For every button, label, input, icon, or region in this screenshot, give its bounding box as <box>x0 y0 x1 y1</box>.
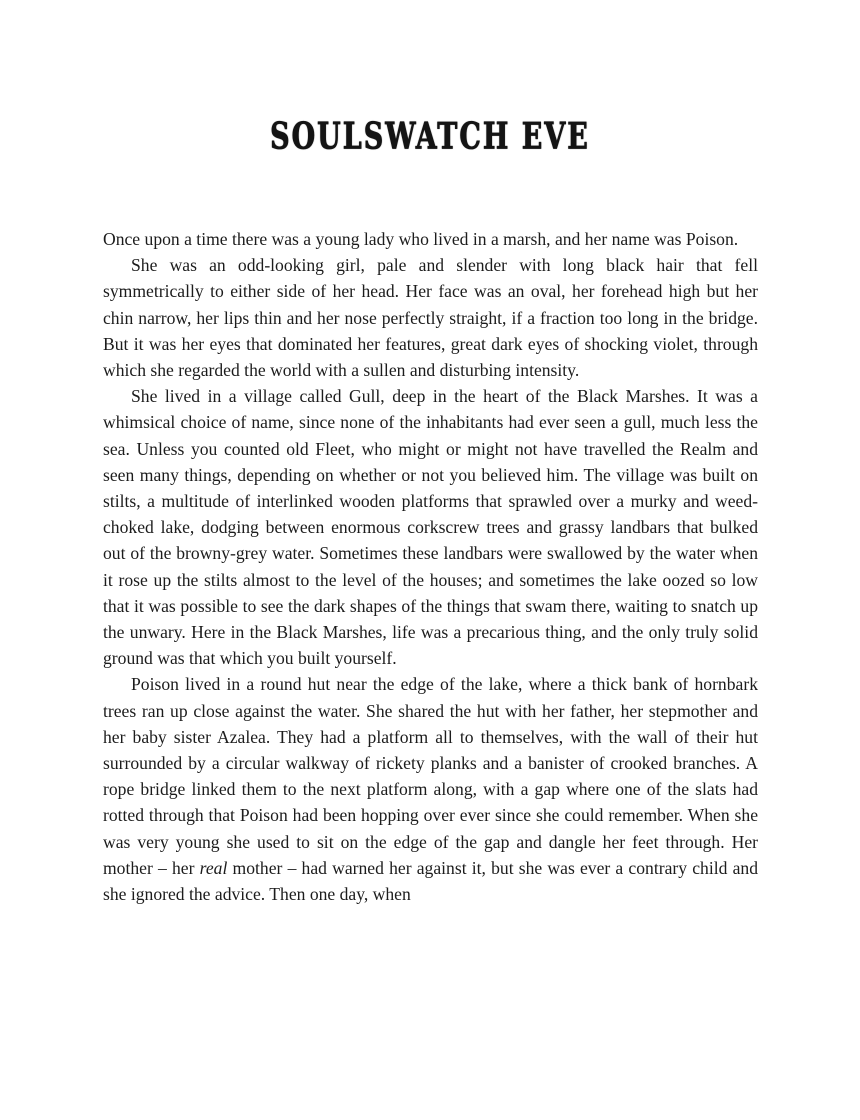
body-text: Once upon a time there was a young lady who lived in a marsh, and her name was Poison. <box>103 229 739 249</box>
body-text: She lived in a village called Gull, deep in the heart of the Black Marshes. It was a whimsical choice of name, since none of the inhabitants had ever seen a gull, much less the sea. Unless you counted old Fleet, who might or might not have travelled the Realm and seen many things, depending on whether or not you believed him. The village was built on stilts, a multitude of interlinked wooden platforms that sprawled over a murky and weed-choked lake, dodging between enormous corkscrew trees and grassy landbars that bulked out of the browny-grey water. Sometimes these landbars were swallowed by the water when it rose up the stilts almost to the level of the houses; and sometimes the lake oozed so low that it was possible to see the dark shapes of the things that swam there, waiting to snatch up the unwary. Here in the Black Marshes, life was a precarious thing, and the only truly solid ground was that which you built yourself. <box>103 386 758 669</box>
text-block <box>103 226 758 907</box>
body-text: Poison lived in a round hut near the edge of the lake, where a thick bank of hornbark trees ran up close against the water. She shared the hut with her father, her stepmother and her baby sister Azalea. They had a platform all to themselves, with the wall of their hut surrounded by a circular walkway of rickety planks and a banister of crooked branches. A rope bridge linked them to the next platform along, with a gap where one of the slats had rotted through that Poison had been hopping over ever since she could remember. When she was very young she used to sit on the edge of the gap and dangle her feet through. Her mother – her <box>103 674 758 878</box>
chapter-title: SOULSWATCH EVE <box>270 116 590 158</box>
paragraph <box>103 252 758 383</box>
body-text: mother – had warned her against it, but she was ever a contrary child and she ignored the advice. Then one day, when <box>103 857 758 905</box>
paragraph <box>103 671 758 907</box>
italic-text: real <box>199 857 228 878</box>
body-text: She was an odd-looking girl, pale and slender with long black hair that fell symmetrically to either side of her head. Her face was an oval, her forehead high but her chin narrow, her lips thin and her nose perfectly straight, if a fraction too long in the bridge. But it was her eyes that dominated her features, great dark eyes of shocking violet, through which she regarded the world with a sullen and disturbing intensity. <box>103 255 758 381</box>
paragraph <box>103 383 758 671</box>
paragraph <box>103 226 758 252</box>
